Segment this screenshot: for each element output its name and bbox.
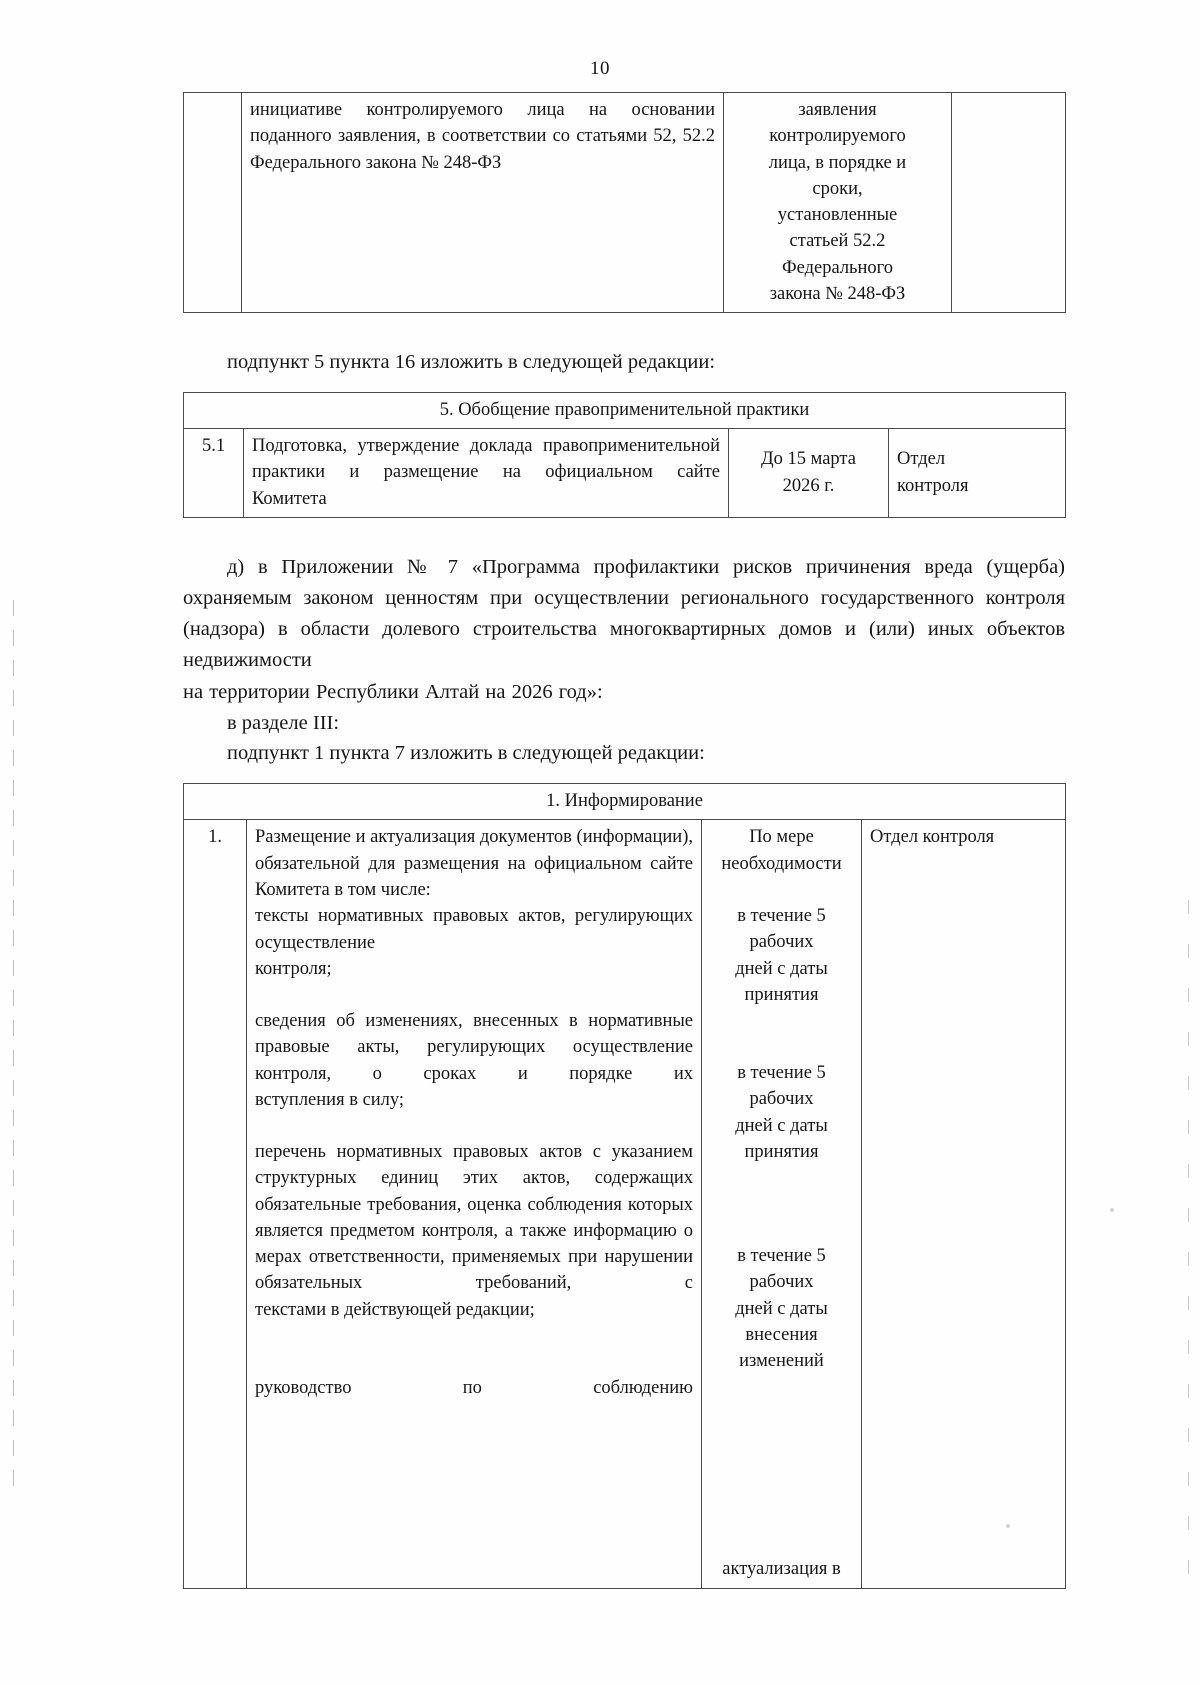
period-line: лица, в порядке и [768, 152, 907, 173]
unit-line: контроля [897, 475, 969, 496]
period-line: в течение 5 рабочих [737, 1246, 826, 1293]
period-line: контролируемого [769, 126, 906, 147]
period-spacer [710, 1530, 853, 1556]
lead-in-subparagraph-1: подпункт 1 пункта 7 изложить в следующей редакции: [227, 742, 705, 765]
measure-text: тексты нормативных правовых актов, регулирующих осуществление [255, 906, 693, 953]
period-spacer [710, 1165, 853, 1191]
cell-period [702, 820, 862, 1588]
unit-line: Отдел [897, 449, 946, 470]
period-line: статьей 52.2 [789, 231, 886, 252]
paragraph-spacer [255, 1113, 693, 1139]
paragraph-d [183, 552, 1065, 677]
period-spacer [710, 1191, 853, 1217]
table-section-header-row [184, 784, 1066, 820]
period-spacer [710, 1008, 853, 1034]
period-line: в течение 5 рабочих [737, 906, 826, 953]
period-line: закона № 248-ФЗ [769, 283, 906, 304]
measure-text: инициативе контролируемого лица на основании поданного заявления, в соответствии со статьями 52, 52.2 [250, 100, 715, 147]
period-spacer [710, 1426, 853, 1452]
period-line: сроки, [812, 178, 863, 199]
lead-in-section-III: в разделе III: [227, 711, 340, 734]
measure-text: Подготовка, утверждение доклада правоприменительной практики и размещение на официальном сайте [252, 436, 720, 483]
page-number: 10 [590, 58, 610, 79]
paragraph-spacer [255, 982, 693, 1008]
paragraph-spacer [255, 1323, 693, 1349]
table-generalization-practice [183, 392, 1066, 518]
measure-text-last: текстами в действующей редакции; [255, 1299, 535, 1320]
measure-text-last: контроля; [255, 958, 332, 979]
scan-artifact-left [13, 600, 14, 1500]
paragraph-d-body: д) в Приложении № 7 «Программа профилактики рисков причинения вреда (ущерба) охраняемым законом ценностям при осуществлении регионального государственного контроля (надзора) в области долевого строительства многоквартирных домов и (или) иных объектов недвижимости [183, 555, 1065, 672]
cell-unit [952, 93, 1066, 313]
period-spacer [710, 1034, 853, 1060]
period-spacer [710, 877, 853, 903]
paragraph-d-lastline: на территории Республики Алтай на 2026 год»: [183, 680, 603, 703]
cell-number: 5.1 [184, 429, 244, 518]
period-spacer [710, 1504, 853, 1530]
period-line: принятия [744, 984, 819, 1005]
paragraph-spacer [255, 1349, 693, 1375]
period-line: принятия [744, 1141, 819, 1162]
measure-text: перечень нормативных правовых актов с указанием структурных единиц этих актов, содержащих обязательные требования, оценка соблюдения которых является предметом контроля, а также информацию о мерах ответственности, применяемых при нарушении обязательных требований, с [255, 1142, 693, 1294]
period-spacer [710, 1452, 853, 1478]
period-line: изменений [739, 1351, 824, 1372]
period-spacer [710, 1478, 853, 1504]
measure-text-last: Федерального закона № 248-ФЗ [250, 152, 502, 173]
measure-text: руководство по соблюдению [255, 1378, 693, 1398]
measure-text-last: Комитета [252, 488, 327, 509]
cell-number [184, 93, 242, 313]
period-line: установленные [777, 205, 898, 226]
table-row [184, 429, 1066, 518]
period-line: дней с даты [735, 1115, 828, 1136]
section-header: 5. Обобщение правоприменительной практики [184, 392, 1066, 428]
cell-measure [244, 429, 729, 518]
section-header: 1. Информирование [184, 784, 1066, 820]
cell-period [724, 93, 952, 313]
period-line: дней с даты [735, 1298, 828, 1319]
scan-artifact-right [1188, 900, 1189, 1590]
lead-in-subparagraph-5: подпункт 5 пункта 16 изложить в следующей редакции: [227, 351, 716, 374]
period-line: в течение 5 рабочих [737, 1063, 826, 1110]
period-line: До 15 марта [761, 449, 856, 470]
cell-unit [889, 429, 1066, 518]
cell-unit: Отдел контроля [862, 820, 1066, 1588]
measure-text: сведения об изменениях, внесенных в нормативные правовые акты, регулирующих осуществление контроля, о сроках и порядке их [255, 1011, 693, 1084]
cell-number: 1. [184, 820, 247, 1588]
cell-period [729, 429, 889, 518]
table-row [184, 820, 1066, 1588]
measure-text-last: вступления в силу; [255, 1089, 405, 1110]
period-spacer [710, 1374, 853, 1400]
table-informing [183, 783, 1066, 1589]
scan-speck [1110, 1208, 1114, 1212]
measure-text-last: Комитета в том числе: [255, 880, 431, 901]
table-section-header-row [184, 392, 1066, 428]
document-body [183, 92, 1065, 1589]
cell-measure [247, 820, 702, 1588]
period-line: 2026 г. [782, 475, 835, 496]
cell-measure [242, 93, 724, 313]
table-continuation [183, 92, 1066, 313]
period-line: Федерального [781, 257, 894, 278]
period-line: внесения [745, 1324, 818, 1345]
period-spacer [710, 1400, 853, 1426]
measure-text: Размещение и актуализация документов (информации), обязательной для размещения на официальном сайте [255, 827, 693, 874]
period-spacer [710, 1217, 853, 1243]
period-line: дней с даты [735, 958, 828, 979]
table-row [184, 93, 1066, 313]
period-line: По мере [749, 827, 814, 848]
period-line: актуализация в [722, 1559, 841, 1580]
period-line: необходимости [721, 853, 842, 874]
period-line: заявления [798, 100, 877, 120]
